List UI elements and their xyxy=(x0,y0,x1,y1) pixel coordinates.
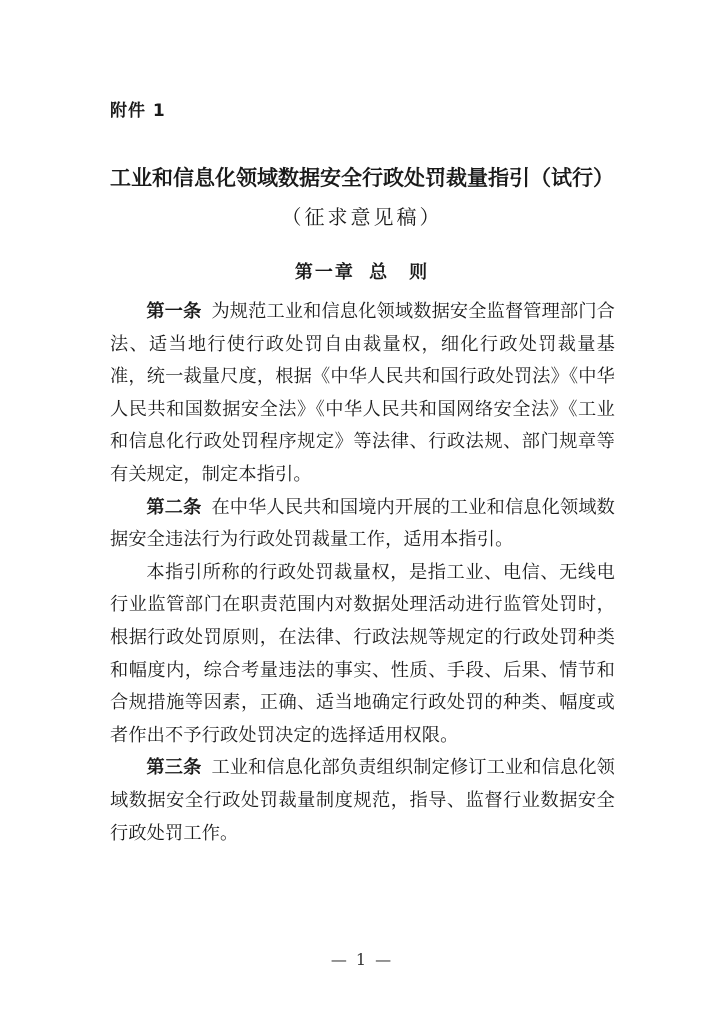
attachment-label: 附件 1 xyxy=(110,101,166,121)
article-text: 为规范工业和信息化领域数据安全监督管理部门合法、适当地行使行政处罚自由裁量权，细化行政处罚裁量基准，统一裁量尺度，根据《中华人民共和国行政处罚法》《中华人民共和国数据安全法》《中华人民共和国网络安全法》《工业和信息化行政处罚程序规定》等法律、行政法规、部门规章等有关规定，制定本指引。 xyxy=(110,301,615,485)
article-2-definition xyxy=(110,557,615,753)
article-text: 工业和信息化部负责组织制定修订工业和信息化领域数据安全行政处罚裁量制度规范，指导、监督行业数据安全行政处罚工作。 xyxy=(110,757,615,844)
article-label: 第三条 xyxy=(146,757,202,779)
document-body xyxy=(110,296,615,850)
article-label: 第一条 xyxy=(146,301,202,322)
document-title: 工业和信息化领域数据安全行政处罚裁量指引（试行） xyxy=(110,165,614,190)
article-text: 本指引所称的行政处罚裁量权，是指工业、电信、无线电行业监管部门在职责范围内对数据处理活动进行监管处罚时，根据行政处罚原则，在法律、行政法规等规定的行政处罚种类和幅度内，综合考量违法的事实、性质、手段、后果、情节和合规措施等因素，正确、适当地确定行政处罚的种类、幅度或者作出不予行政处罚决定的选择适用权限。 xyxy=(110,561,615,746)
article-text: 在中华人民共和国境内开展的工业和信息化领域数据安全违法行为行政处罚裁量工作，适用本指引。 xyxy=(110,496,615,551)
document-subtitle: （征求意见稿） xyxy=(281,205,443,229)
article-3 xyxy=(110,752,615,850)
article-label: 第二条 xyxy=(146,496,202,518)
chapter-heading: 第一章 总 则 xyxy=(294,262,430,283)
article-1 xyxy=(110,296,615,492)
page-number: — 1 — xyxy=(330,950,394,969)
article-2 xyxy=(110,492,615,557)
